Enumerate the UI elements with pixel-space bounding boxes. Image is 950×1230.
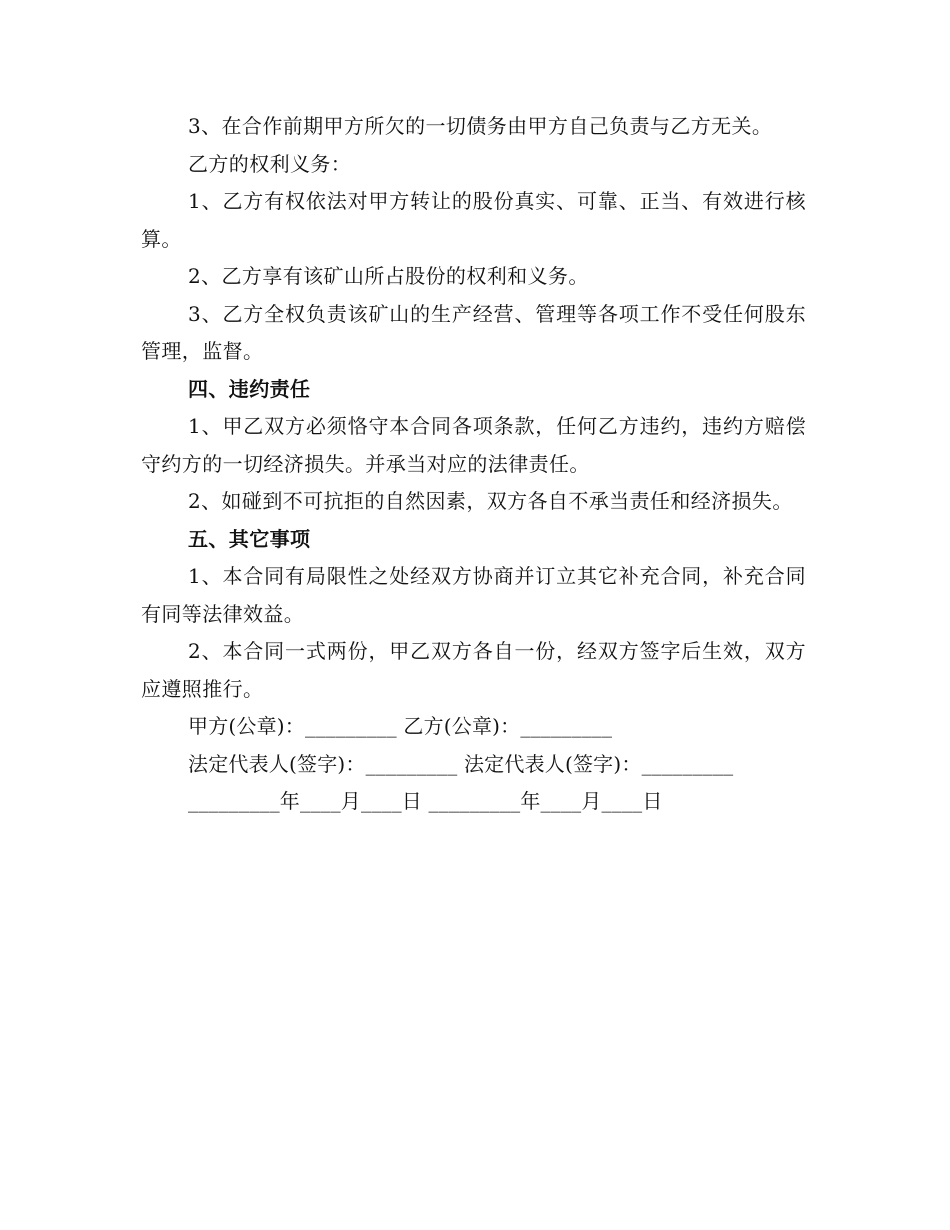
clause-contract-copies: 2、本合同一式两份，甲乙双方各自一份，经双方签字后生效，双方应遵照推行。	[141, 639, 806, 701]
document-page	[141, 108, 806, 821]
clause-breach-compensation: 1、甲乙双方必须恪守本合同各项条款，任何乙方违约，违约方赔偿守约方的一切经济损失。并承当对应的法律责任。	[141, 414, 806, 476]
signature-seal-line: 甲方(公章)：_________ 乙方(公章)：_________	[188, 714, 613, 738]
clause-party-b-management: 3、乙方全权负责该矿山的生产经营、管理等各项工作不受任何股东管理，监督。	[141, 301, 806, 363]
section-heading-other-matters: 五、其它事项	[188, 526, 311, 551]
signature-representative-line: 法定代表人(签字)：_________ 法定代表人(签字)：_________	[188, 751, 734, 776]
clause-party-b-audit: 1、乙方有权依法对甲方转让的股份真实、可靠、正当、有效进行核算。	[141, 189, 806, 251]
section-heading-breach: 四、违约责任	[188, 376, 311, 401]
clause-supplementary-contract: 1、本合同有局限性之处经双方协商并订立其它补充合同，补充合同有同等法律效益。	[141, 564, 806, 626]
party-b-rights-title: 乙方的权利义务：	[188, 151, 352, 176]
clause-party-a-debts: 3、在合作前期甲方所欠的一切债务由甲方自己负责与乙方无关。	[188, 114, 773, 138]
clause-party-b-shares: 2、乙方享有该矿山所占股份的权利和义务。	[188, 264, 589, 288]
signature-date-line: _________年____月____日 _________年____月____日	[188, 789, 663, 813]
clause-force-majeure: 2、如碰到不可抗拒的自然因素，双方各自不承当责任和经济损失。	[188, 489, 793, 513]
